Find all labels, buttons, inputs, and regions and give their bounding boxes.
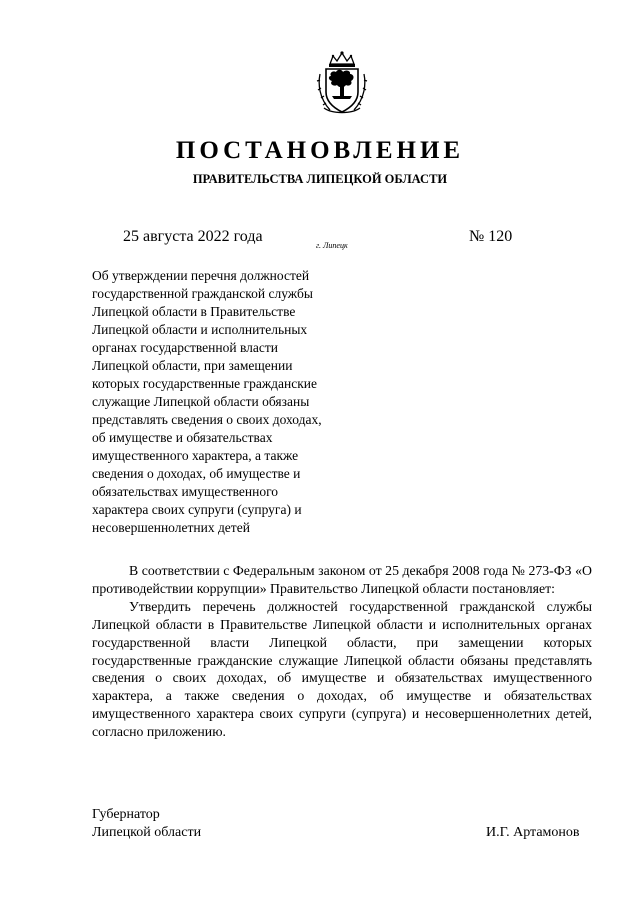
subject-line: Липецкой области, при замещении bbox=[92, 358, 293, 373]
subject-line: которых государственные гражданские bbox=[92, 376, 317, 391]
document-subtitle: ПРАВИТЕЛЬСТВА ЛИПЕЦКОЙ ОБЛАСТИ bbox=[192, 172, 448, 186]
body-paragraph-resolution: Утвердить перечень должностей государственной гражданской службы Липецкой области в Правительстве Липецкой области и исполнительных органах государственной власти Липецкой области, при замещении которых государственные гражданские служащие Липецкой области обязаны представлять сведения о своих доходах, об имуществе и обязательствах имущественного характера, а также сведения о доходах, об имуществе и обязательствах имущественного характера своих супруги (супруга) и несовершеннолетних детей, согласно приложению. bbox=[92, 598, 592, 740]
subject-line: имущественного характера, а также bbox=[92, 448, 299, 463]
signatory-region: Липецкой области bbox=[92, 825, 202, 840]
document-title: ПОСТАНОВЛЕНИЕ bbox=[175, 137, 465, 164]
document-city: г. Липецк bbox=[316, 241, 348, 250]
subject-line: Липецкой области и исполнительных bbox=[92, 322, 308, 337]
document-number: № 120 bbox=[469, 228, 513, 245]
subject-line: обязательствах имущественного bbox=[92, 484, 279, 499]
subject-block bbox=[92, 267, 362, 537]
subject-line: несовершеннолетних детей bbox=[92, 520, 250, 535]
body-paragraph-preamble: В соответствии с Федеральным законом от 25 декабря 2008 года № 273-ФЗ «О противодействии коррупции» Правительство Липецкой области постановляет: bbox=[92, 563, 592, 596]
subject-line: Липецкой области в Правительстве bbox=[92, 304, 296, 319]
coat-of-arms-icon bbox=[316, 50, 368, 116]
subject-line: представлять сведения о своих доходах, bbox=[92, 412, 322, 427]
subject-line: сведения о доходах, об имуществе и bbox=[92, 466, 301, 481]
subject-line: об имуществе и обязательствах bbox=[92, 430, 273, 445]
subject-line: государственной гражданской службы bbox=[92, 286, 313, 301]
document-body bbox=[92, 562, 592, 741]
signatory-title: Губернатор bbox=[92, 807, 160, 822]
subject-line: характера своих супруги (супруга) и bbox=[92, 502, 302, 517]
document-date: 25 августа 2022 года bbox=[123, 228, 263, 245]
signatory-position bbox=[92, 806, 201, 842]
signatory-name: И.Г. Артамонов bbox=[486, 825, 580, 840]
subject-line: органах государственной власти bbox=[92, 340, 279, 355]
subject-line: служащие Липецкой области обязаны bbox=[92, 394, 310, 409]
subject-line: Об утверждении перечня должностей bbox=[92, 268, 310, 283]
